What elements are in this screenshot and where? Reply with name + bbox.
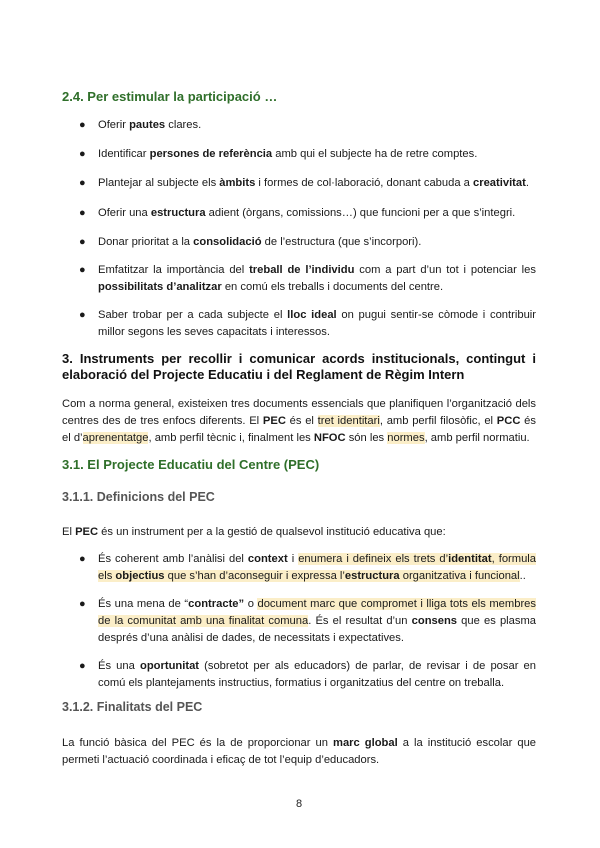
document-page: [62, 0, 536, 848]
bullet-icon: ●: [79, 660, 86, 672]
bullet-icon: ●: [79, 177, 86, 189]
heading-3-1-2: 3.1.2. Finalitats del PEC: [62, 700, 203, 714]
paragraph-intro: Com a norma general, existeixen tres documents essencials que planifiquen l’organització dels centres des de tres enfocs diferents. El PEC és el tret identitari, amb perfil filosòfic, el PCC és el d’aprenentatge, amb perfil tècnic i, finalment les NFOC són les normes, amb perfil normatiu.: [62, 398, 536, 444]
list-item: ● Saber trobar per a cada subjecte el lloc ideal on pugui sentir-se còmode i contribuir millor segons les seves capacitats i interessos.: [79, 309, 536, 338]
heading-2-4: 2.4. Per estimular la participació …: [62, 89, 278, 104]
list-item: ● Oferir una estructura adient (òrgans, comissions…) que funcioni per a que s’integri.: [62, 205, 536, 222]
list-item: ● Oferir pautes clares.: [62, 117, 536, 134]
bullet-icon: ●: [79, 207, 86, 219]
list-item: ● És una oportunitat (sobretot per als educadors) de parlar, de revisar i de posar en comú els plantejaments instructius, formatius i organitzatius del centre on treballa.: [79, 660, 536, 689]
page-number: 8: [295, 798, 303, 810]
list-item: ● Donar prioritat a la consolidació de l’estructura (que s’incorpori).: [62, 234, 536, 251]
heading-3-1: 3.1. El Projecte Educatiu del Centre (PEC): [62, 457, 320, 472]
bullet-icon: ●: [79, 236, 86, 248]
heading-3: 3. Instruments per recollir i comunicar acords institucionals, contingut i elaboració del Projecte Educatiu i del Reglament de Règim Intern: [62, 351, 536, 382]
list-item: ● Emfatitzar la importància del treball de l’individu com a part d’un tot i potenciar les possibilitats d’analitzar en comú els treballs i documents del centre.: [79, 264, 536, 293]
bullet-icon: ●: [79, 309, 86, 321]
bullet-icon: ●: [79, 148, 86, 160]
bullet-icon: ●: [79, 553, 86, 565]
heading-3-1-1: 3.1.1. Definicions del PEC: [62, 490, 215, 504]
bullet-icon: ●: [79, 598, 86, 610]
bullet-icon: ●: [79, 119, 86, 131]
list-item: ● És coherent amb l’anàlisi del context i enumera i defineix els trets d’identitat, formula els objectius que s’han d’aconseguir i expressa l’estructura organitzativa i funcional..: [79, 553, 537, 582]
list-item: ● Identificar persones de referència amb qui el subjecte ha de retre comptes.: [62, 146, 536, 163]
list-item: ● Plantejar al subjecte els àmbits i formes de col·laboració, donant cabuda a creativitat.: [62, 175, 536, 192]
paragraph-finalitats: La funció bàsica del PEC és la de proporcionar un marc global a la institució escolar que permeti l’actuació coordinada i eficaç de tot l’equip d’educadors.: [62, 737, 537, 766]
paragraph-pec-intro: El PEC és un instrument per a la gestió de qualsevol institució educativa que:: [62, 526, 446, 538]
list-item: ● És una mena de “contracte” o document marc que compromet i lliga tots els membres de la comunitat amb una finalitat comuna. És el resultat d’un consens que es plasma després d’una anàlisi de dades, de necessitats i expectatives.: [79, 598, 537, 644]
bullet-icon: ●: [79, 264, 86, 276]
